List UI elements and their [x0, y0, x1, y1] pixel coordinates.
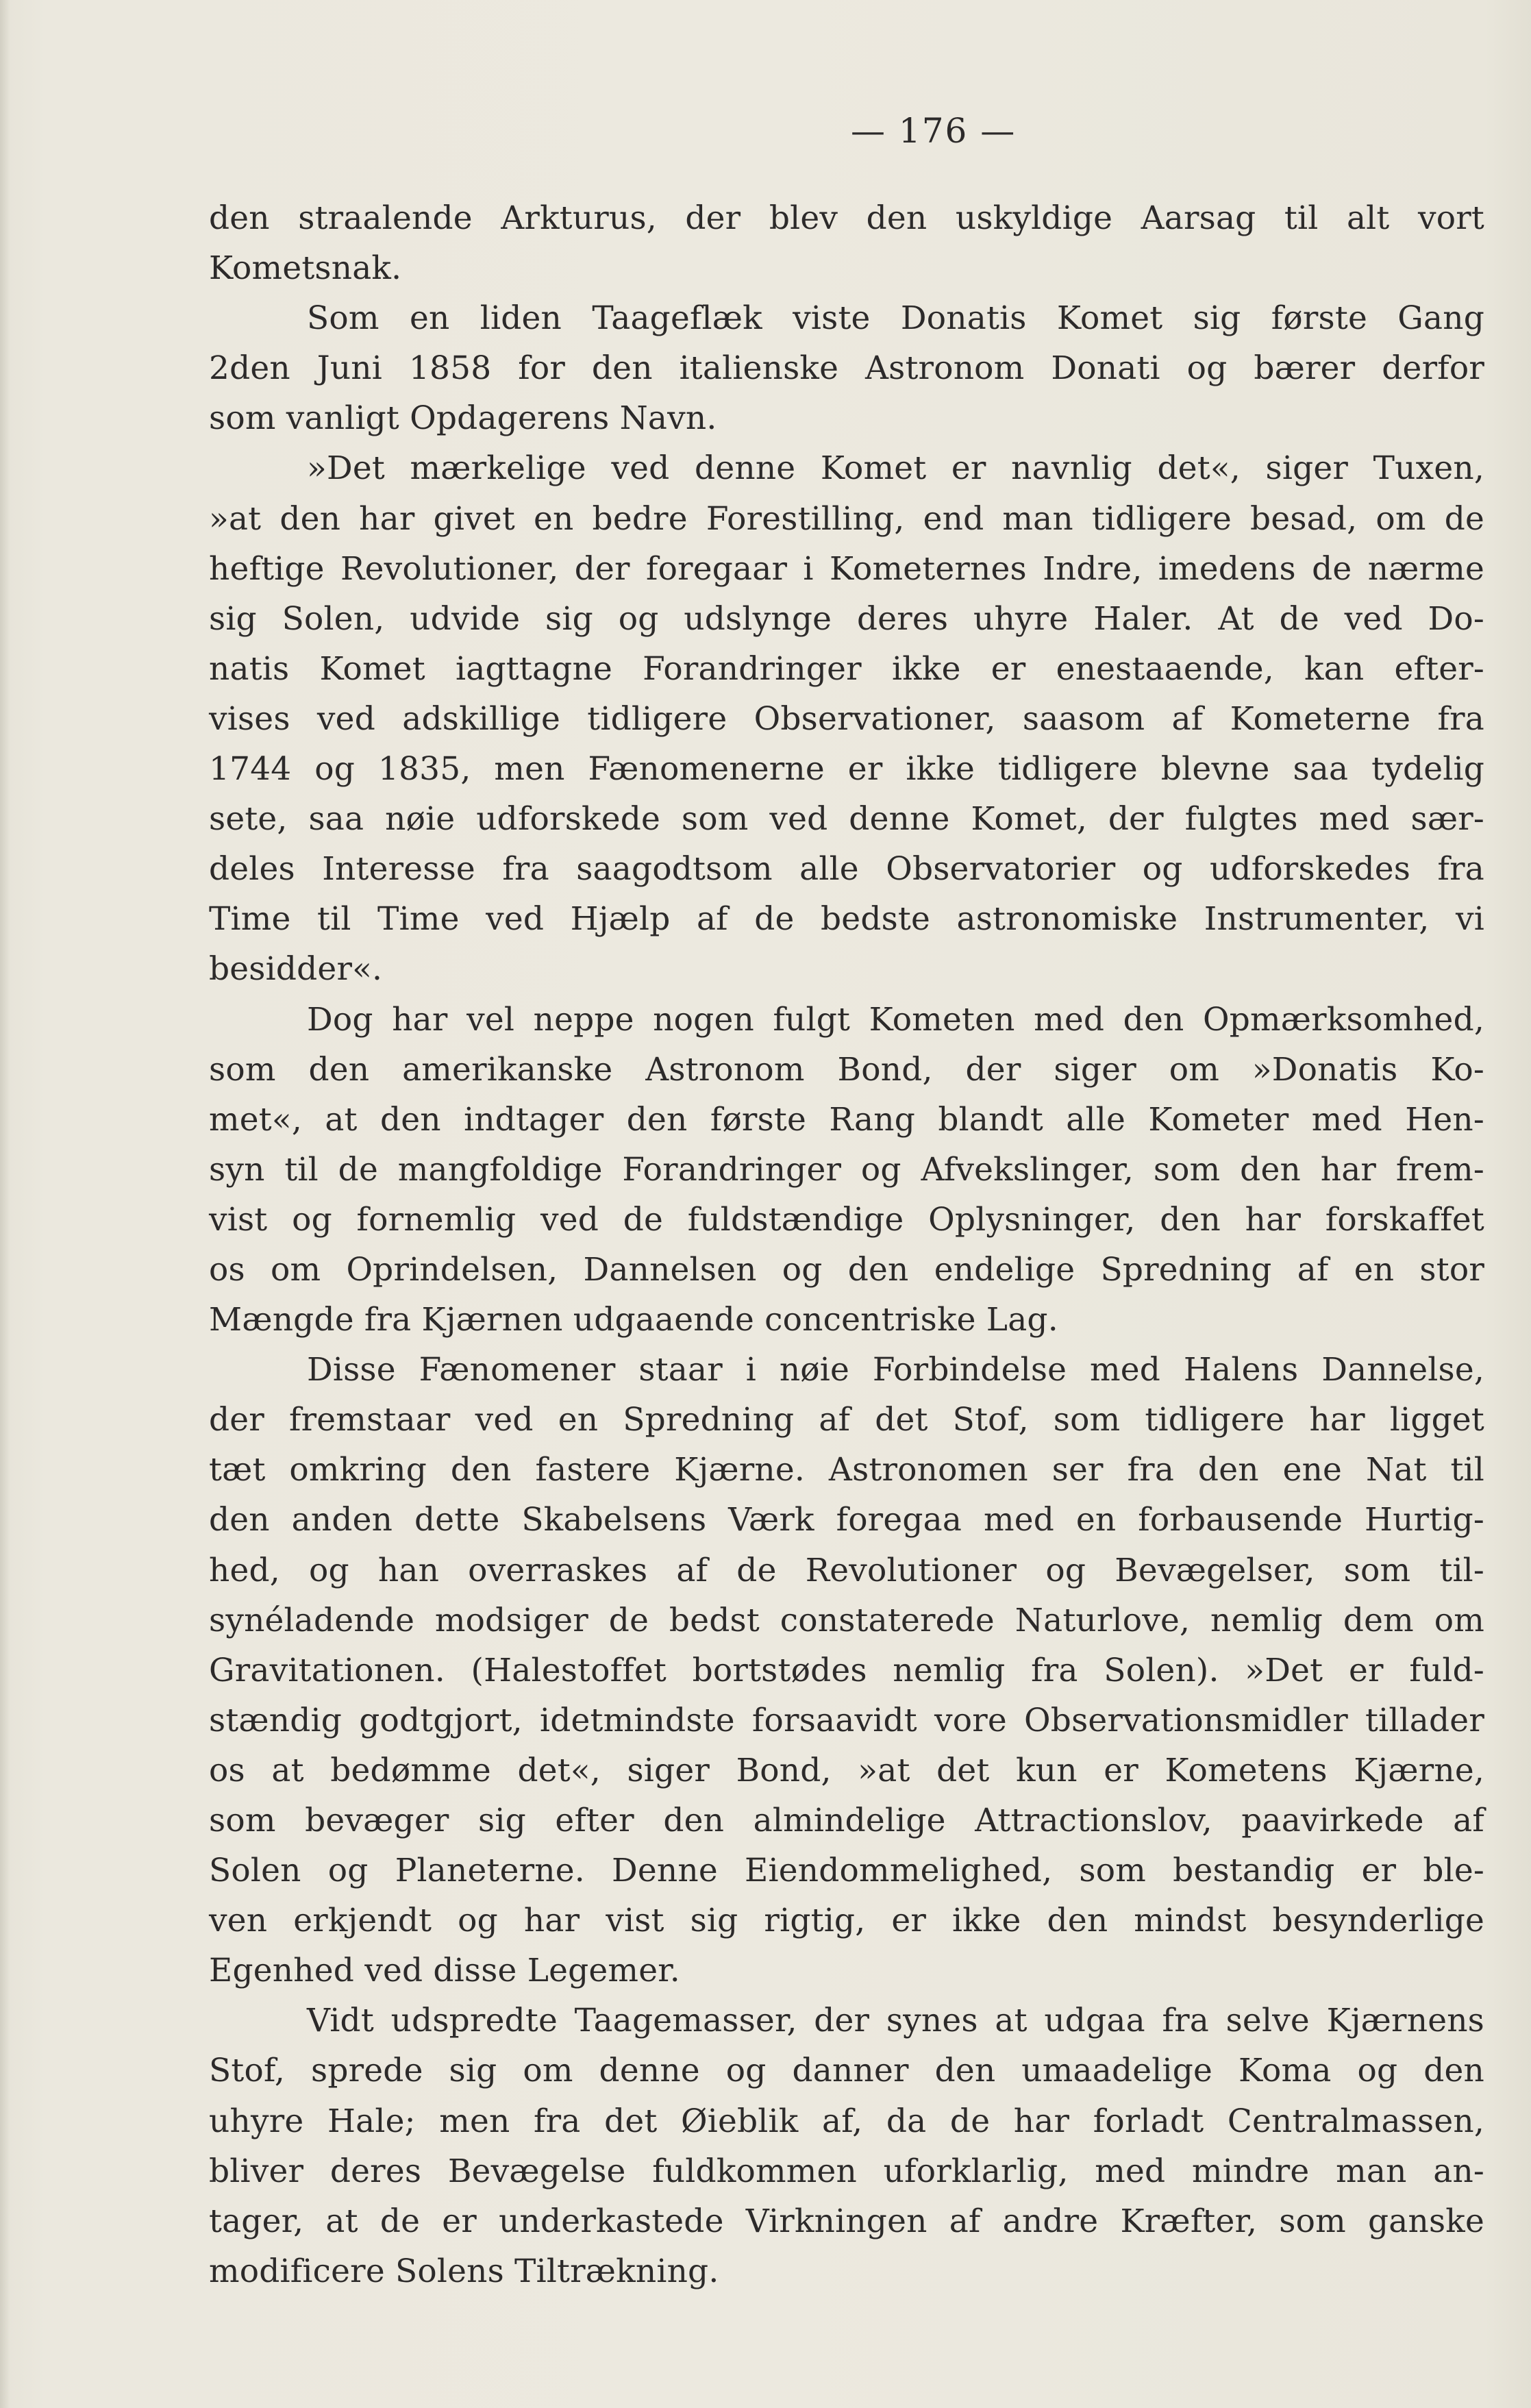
text-line: syn til de mangfoldige Forandringer og Afvekslinger, som den har frem- [209, 1150, 1484, 1189]
text-line: »Det mærkelige ved denne Komet er navnlig det«, siger Tuxen, [307, 449, 1484, 488]
text-line: Disse Fænomener staar i nøie Forbindelse med Halens Dannelse, [307, 1351, 1484, 1389]
text-line: »at den har givet en bedre Forestilling, end man tidligere besad, om de [209, 499, 1484, 538]
text-line: som bevæger sig efter den almindelige Attractionslov, paavirkede af [209, 1802, 1484, 1839]
text-line: tæt omkring den fastere Kjærne. Astronomen ser fra den ene Nat til [209, 1451, 1484, 1489]
text-line: natis Komet iagttagne Forandringer ikke er enestaaende, kan efter- [209, 649, 1484, 688]
text-line: Mængde fra Kjærnen udgaaende concentriske Lag. [209, 1301, 1058, 1339]
text-line: heftige Revolutioner, der foregaar i Kometernes Indre, imedens de nærme [209, 549, 1484, 588]
text-line: Gravitationen. (Halestoffet bortstødes nemlig fra Solen). »Det er fuld- [209, 1651, 1484, 1689]
text-line: os om Oprindelsen, Dannelsen og den endelige Spredning af en stor [209, 1250, 1484, 1289]
text-line: uhyre Hale; men fra det Øieblik af, da de har forladt Centralmassen, [209, 2102, 1484, 2140]
text-line: tager, at de er underkastede Virkningen af andre Kræfter, som ganske [209, 2202, 1484, 2240]
text-line: vises ved adskillige tidligere Observationer, saasom af Kometerne fra [209, 699, 1484, 738]
page-number: — 176 — [851, 111, 1017, 151]
text-line: Dog har vel neppe nogen fulgt Kometen med den Opmærksomhed, [307, 1000, 1484, 1039]
paragraph [209, 1345, 1484, 1996]
text-line: stændig godtgjort, idetmindste forsaavidt vore Observationsmidler tillader [209, 1701, 1484, 1739]
text-line: os at bedømme det«, siger Bond, »at det kun er Kometens Kjærne, [209, 1751, 1484, 1789]
text-line: Kometsnak. [209, 249, 402, 288]
text-line: 1744 og 1835, men Fænomenerne er ikke tidligere blevne saa tydelig [209, 750, 1484, 789]
page-edge [0, 0, 10, 2408]
text-line: Egenhed ved disse Legemer. [209, 1952, 680, 1990]
paragraph [209, 443, 1484, 994]
text-line: Time til Time ved Hjælp af de bedste astronomiske Instrumenter, vi [209, 900, 1484, 939]
paragraph [209, 193, 1484, 293]
text-line: vist og fornemlig ved de fuldstændige Oplysninger, den har forskaffet [209, 1200, 1484, 1239]
text-line: Solen og Planeterne. Denne Eiendommelighed, som bestandig er ble- [209, 1852, 1484, 1890]
paragraph [209, 293, 1484, 443]
text-line: som den amerikanske Astronom Bond, der siger om »Donatis Ko- [209, 1050, 1484, 1089]
text-line: met«, at den indtager den første Rang blandt alle Kometer med Hen- [209, 1100, 1484, 1139]
text-line: den straalende Arkturus, der blev den uskyldige Aarsag til alt vort [209, 199, 1484, 237]
text-line: hed, og han overraskes af de Revolutioner og Bevægelser, som til- [209, 1551, 1484, 1589]
text-line: som vanligt Opdagerens Navn. [209, 399, 717, 438]
text-line: Vidt udspredte Taagemasser, der synes at udgaa fra selve Kjærnens [307, 2002, 1484, 2040]
text-line: besidder«. [209, 950, 383, 989]
text-line: deles Interesse fra saagodtsom alle Observatorier og udforskedes fra [209, 850, 1484, 889]
text-line: modificere Solens Tiltrækning. [209, 2252, 719, 2290]
text-line: sete, saa nøie udforskede som ved denne Komet, der fulgtes med sær- [209, 800, 1484, 839]
text-line: ven erkjendt og har vist sig rigtig, er ikke den mindst besynderlige [209, 1902, 1484, 1940]
paragraph [209, 995, 1484, 1345]
text-line: Stof, sprede sig om denne og danner den umaadelige Koma og den [209, 2052, 1484, 2090]
text-line: der fremstaar ved en Spredning af det Stof, som tidligere har ligget [209, 1401, 1484, 1439]
text-line: Som en liden Taageflæk viste Donatis Komet sig første Gang [307, 299, 1484, 338]
paragraph [209, 1996, 1484, 2296]
text-line: bliver deres Bevægelse fuldkommen uforklarlig, med mindre man an- [209, 2152, 1484, 2190]
body-text [209, 193, 1484, 2296]
text-line: synéladende modsiger de bedst constaterede Naturlove, nemlig dem om [209, 1601, 1484, 1639]
text-line: den anden dette Skabelsens Værk foregaa med en forbausende Hurtig- [209, 1501, 1484, 1539]
text-line: sig Solen, udvide sig og udslynge deres uhyre Haler. At de ved Do- [209, 599, 1484, 638]
text-line: 2den Juni 1858 for den italienske Astronom Donati og bærer derfor [209, 349, 1484, 388]
